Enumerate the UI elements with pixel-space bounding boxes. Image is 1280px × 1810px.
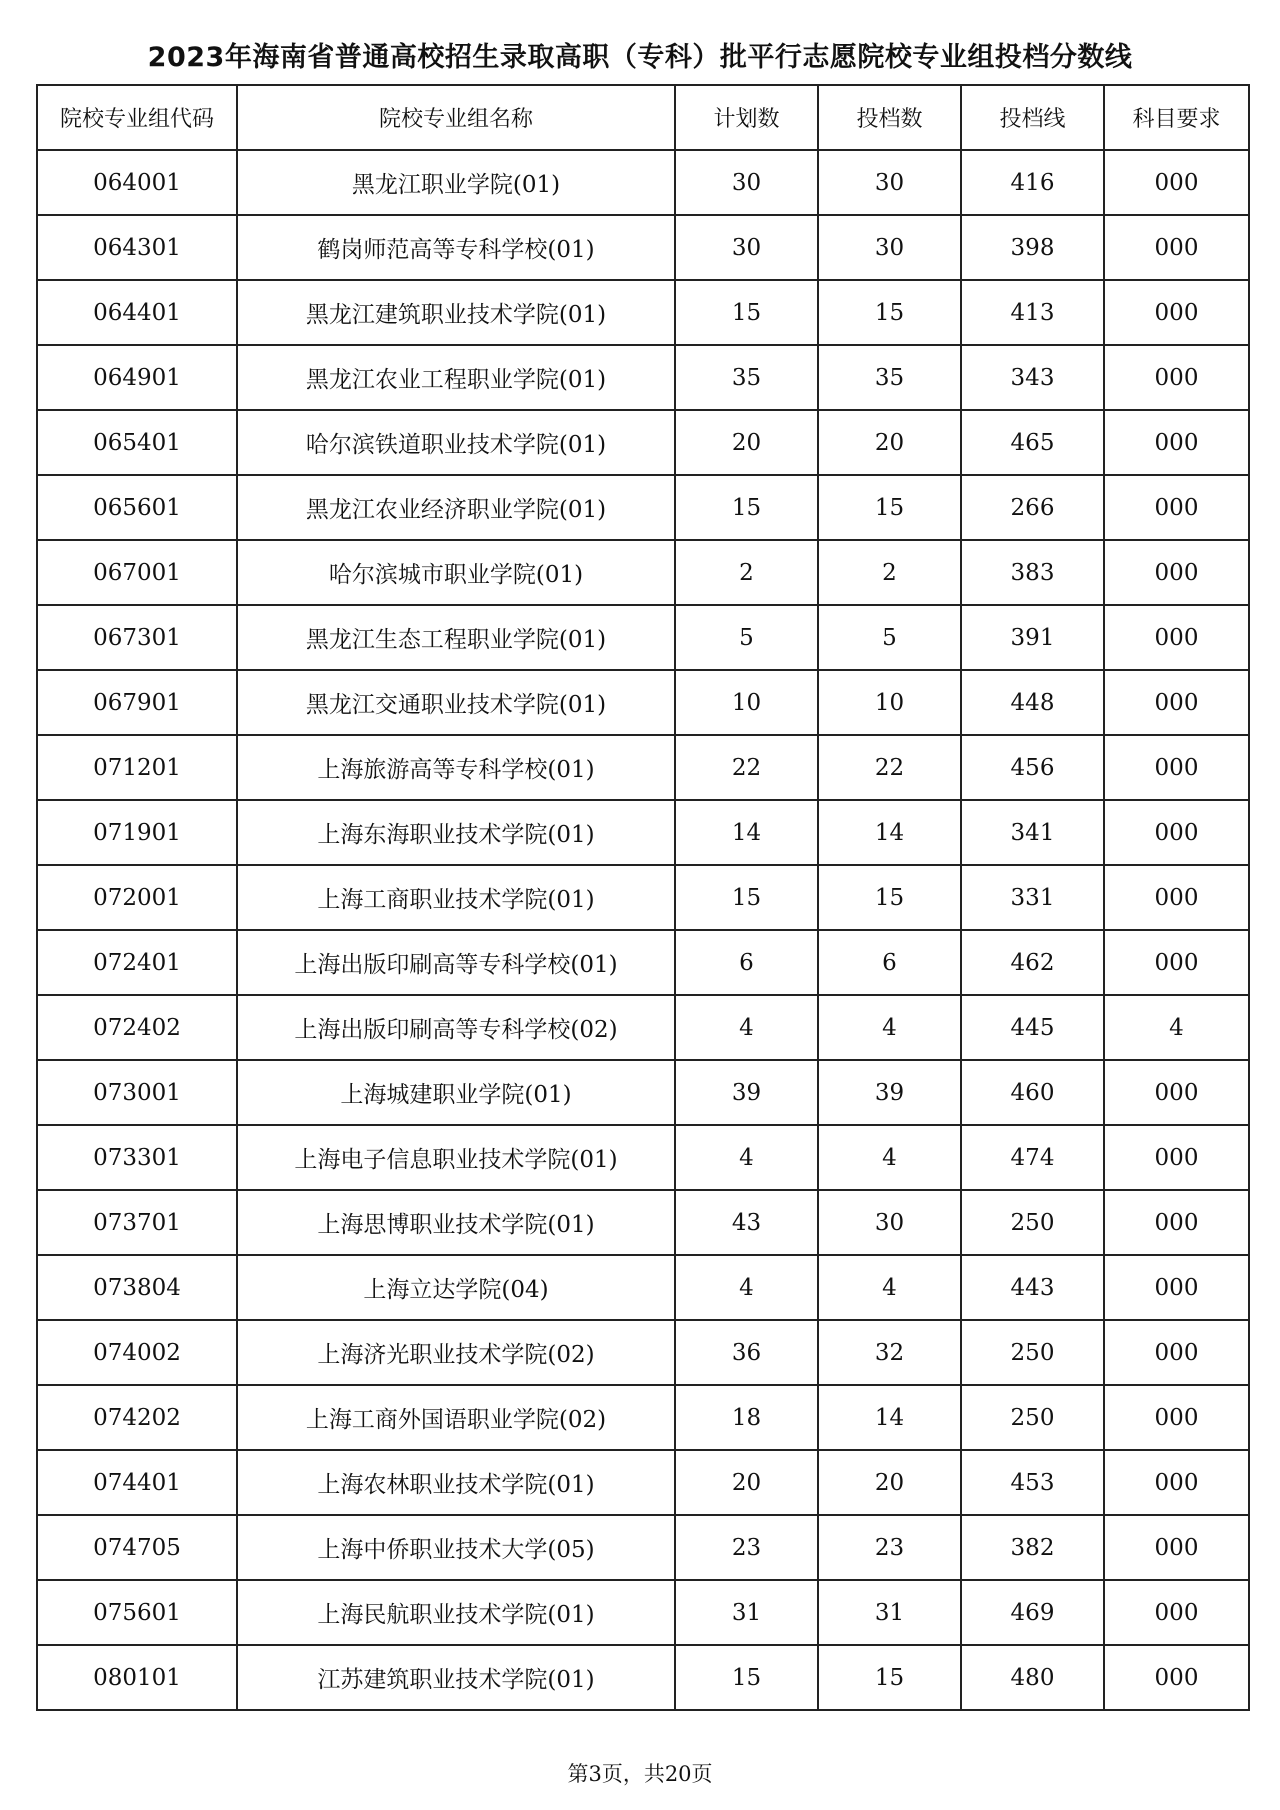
subject-requirement-cell: 000 — [1104, 930, 1249, 995]
table-row — [37, 930, 1249, 995]
group-name-cell: 黑龙江农业经济职业学院(01) — [237, 475, 675, 540]
admitted-count-cell: 4 — [818, 995, 961, 1060]
group-name-cell: 上海出版印刷高等专科学校(01) — [237, 930, 675, 995]
subject-requirement-cell: 000 — [1104, 475, 1249, 540]
admitted-count-cell: 32 — [818, 1320, 961, 1385]
table-row — [37, 800, 1249, 865]
plan-count-cell: 36 — [675, 1320, 818, 1385]
admitted-count-cell: 15 — [818, 1645, 961, 1710]
subject-requirement-cell: 000 — [1104, 540, 1249, 605]
subject-requirement-cell: 4 — [1104, 995, 1249, 1060]
cutoff-score-cell: 398 — [961, 215, 1104, 280]
plan-count-cell: 18 — [675, 1385, 818, 1450]
group-name-cell: 上海电子信息职业技术学院(01) — [237, 1125, 675, 1190]
subject-requirement-cell: 000 — [1104, 150, 1249, 215]
group-code-header: 院校专业组代码 — [37, 85, 237, 150]
plan-count-cell: 30 — [675, 215, 818, 280]
plan-count-cell: 20 — [675, 1450, 818, 1515]
group-name-cell: 哈尔滨城市职业学院(01) — [237, 540, 675, 605]
group-code-cell: 065401 — [37, 410, 237, 475]
group-name-cell: 上海出版印刷高等专科学校(02) — [237, 995, 675, 1060]
admitted-count-cell: 4 — [818, 1125, 961, 1190]
cutoff-score-cell: 456 — [961, 735, 1104, 800]
table-row — [37, 735, 1249, 800]
plan-count-cell: 39 — [675, 1060, 818, 1125]
cutoff-score-cell: 343 — [961, 345, 1104, 410]
admitted-count-cell: 22 — [818, 735, 961, 800]
table-row — [37, 1580, 1249, 1645]
group-code-cell: 065601 — [37, 475, 237, 540]
subject-requirement-cell: 000 — [1104, 345, 1249, 410]
table-row — [37, 280, 1249, 345]
cutoff-score-cell: 250 — [961, 1385, 1104, 1450]
cutoff-score-cell: 383 — [961, 540, 1104, 605]
admitted-count-cell: 23 — [818, 1515, 961, 1580]
group-name-cell: 黑龙江生态工程职业学院(01) — [237, 605, 675, 670]
table-row — [37, 1190, 1249, 1255]
plan-count-cell: 35 — [675, 345, 818, 410]
group-name-cell: 上海旅游高等专科学校(01) — [237, 735, 675, 800]
group-code-cell: 071201 — [37, 735, 237, 800]
admission-score-table — [36, 84, 1250, 1711]
cutoff-score-cell: 462 — [961, 930, 1104, 995]
group-code-cell: 064001 — [37, 150, 237, 215]
plan-count-cell: 20 — [675, 410, 818, 475]
group-code-cell: 075601 — [37, 1580, 237, 1645]
cutoff-score-cell: 443 — [961, 1255, 1104, 1320]
subject-requirement-header: 科目要求 — [1104, 85, 1249, 150]
subject-requirement-cell: 000 — [1104, 670, 1249, 735]
group-code-cell: 072001 — [37, 865, 237, 930]
admitted-count-cell: 35 — [818, 345, 961, 410]
group-code-cell: 072402 — [37, 995, 237, 1060]
table-header-row — [37, 85, 1249, 150]
page-title: 2023年海南省普通高校招生录取高职（专科）批平行志愿院校专业组投档分数线 — [147, 42, 1133, 73]
plan-count-cell: 15 — [675, 1645, 818, 1710]
admitted-count-cell: 30 — [818, 150, 961, 215]
admitted-count-cell: 14 — [818, 800, 961, 865]
plan-count-cell: 4 — [675, 995, 818, 1060]
admitted-count-cell: 15 — [818, 280, 961, 345]
admitted-count-cell: 6 — [818, 930, 961, 995]
subject-requirement-cell: 000 — [1104, 865, 1249, 930]
subject-requirement-cell: 000 — [1104, 800, 1249, 865]
plan-count-cell: 2 — [675, 540, 818, 605]
cutoff-score-cell: 331 — [961, 865, 1104, 930]
page-number: 第3页，共20页 — [567, 1762, 713, 1786]
table-row — [37, 150, 1249, 215]
table-row — [37, 1450, 1249, 1515]
plan-count-cell: 4 — [675, 1255, 818, 1320]
group-code-cell: 067301 — [37, 605, 237, 670]
admitted-count-cell: 30 — [818, 1190, 961, 1255]
table-row — [37, 1645, 1249, 1710]
cutoff-score-cell: 341 — [961, 800, 1104, 865]
plan-count-cell: 15 — [675, 865, 818, 930]
group-code-cell: 073001 — [37, 1060, 237, 1125]
cutoff-score-cell: 465 — [961, 410, 1104, 475]
group-name-cell: 上海民航职业技术学院(01) — [237, 1580, 675, 1645]
plan-count-cell: 30 — [675, 150, 818, 215]
subject-requirement-cell: 000 — [1104, 1645, 1249, 1710]
group-code-cell: 074202 — [37, 1385, 237, 1450]
subject-requirement-cell: 000 — [1104, 1190, 1249, 1255]
group-name-cell: 上海立达学院(04) — [237, 1255, 675, 1320]
subject-requirement-cell: 000 — [1104, 1385, 1249, 1450]
group-name-cell: 江苏建筑职业技术学院(01) — [237, 1645, 675, 1710]
group-name-cell: 上海东海职业技术学院(01) — [237, 800, 675, 865]
group-code-cell: 080101 — [37, 1645, 237, 1710]
cutoff-score-cell: 460 — [961, 1060, 1104, 1125]
admitted-count-cell: 5 — [818, 605, 961, 670]
group-name-cell: 黑龙江职业学院(01) — [237, 150, 675, 215]
table-row — [37, 605, 1249, 670]
cutoff-score-cell: 474 — [961, 1125, 1104, 1190]
table-row — [37, 995, 1249, 1060]
table-row — [37, 1515, 1249, 1580]
plan-count-cell: 31 — [675, 1580, 818, 1645]
subject-requirement-cell: 000 — [1104, 1515, 1249, 1580]
plan-count-cell: 14 — [675, 800, 818, 865]
group-code-cell: 073301 — [37, 1125, 237, 1190]
plan-count-cell: 6 — [675, 930, 818, 995]
group-code-cell: 072401 — [37, 930, 237, 995]
table-row — [37, 215, 1249, 280]
subject-requirement-cell: 000 — [1104, 410, 1249, 475]
subject-requirement-cell: 000 — [1104, 280, 1249, 345]
group-name-cell: 上海工商外国语职业学院(02) — [237, 1385, 675, 1450]
plan-count-cell: 23 — [675, 1515, 818, 1580]
plan-count-cell: 43 — [675, 1190, 818, 1255]
admitted-count-cell: 2 — [818, 540, 961, 605]
cutoff-score-cell: 453 — [961, 1450, 1104, 1515]
admitted-count-cell: 39 — [818, 1060, 961, 1125]
cutoff-score-cell: 469 — [961, 1580, 1104, 1645]
plan-count-cell: 15 — [675, 475, 818, 540]
plan-count-header: 计划数 — [675, 85, 818, 150]
table-row — [37, 345, 1249, 410]
table-row — [37, 1125, 1249, 1190]
table-row — [37, 1255, 1249, 1320]
admitted-count-cell: 15 — [818, 475, 961, 540]
subject-requirement-cell: 000 — [1104, 215, 1249, 280]
subject-requirement-cell: 000 — [1104, 1580, 1249, 1645]
plan-count-cell: 10 — [675, 670, 818, 735]
subject-requirement-cell: 000 — [1104, 1125, 1249, 1190]
group-code-cell: 073701 — [37, 1190, 237, 1255]
table-row — [37, 1385, 1249, 1450]
group-code-cell: 064901 — [37, 345, 237, 410]
subject-requirement-cell: 000 — [1104, 1320, 1249, 1385]
group-name-cell: 鹤岗师范高等专科学校(01) — [237, 215, 675, 280]
group-name-header: 院校专业组名称 — [237, 85, 675, 150]
group-code-cell: 074705 — [37, 1515, 237, 1580]
admitted-count-cell: 20 — [818, 1450, 961, 1515]
group-name-cell: 上海济光职业技术学院(02) — [237, 1320, 675, 1385]
group-name-cell: 上海中侨职业技术大学(05) — [237, 1515, 675, 1580]
table-row — [37, 1320, 1249, 1385]
cutoff-score-cell: 250 — [961, 1320, 1104, 1385]
cutoff-score-cell: 413 — [961, 280, 1104, 345]
table-row — [37, 410, 1249, 475]
admitted-count-cell: 15 — [818, 865, 961, 930]
group-name-cell: 上海农林职业技术学院(01) — [237, 1450, 675, 1515]
cutoff-score-cell: 416 — [961, 150, 1104, 215]
admitted-count-header: 投档数 — [818, 85, 961, 150]
table-row — [37, 540, 1249, 605]
group-name-cell: 黑龙江农业工程职业学院(01) — [237, 345, 675, 410]
group-name-cell: 黑龙江交通职业技术学院(01) — [237, 670, 675, 735]
cutoff-score-header: 投档线 — [961, 85, 1104, 150]
group-code-cell: 064301 — [37, 215, 237, 280]
subject-requirement-cell: 000 — [1104, 1450, 1249, 1515]
table-row — [37, 670, 1249, 735]
cutoff-score-cell: 480 — [961, 1645, 1104, 1710]
group-name-cell: 上海思博职业技术学院(01) — [237, 1190, 675, 1255]
admitted-count-cell: 30 — [818, 215, 961, 280]
plan-count-cell: 15 — [675, 280, 818, 345]
subject-requirement-cell: 000 — [1104, 735, 1249, 800]
admitted-count-cell: 4 — [818, 1255, 961, 1320]
table-row — [37, 1060, 1249, 1125]
cutoff-score-cell: 391 — [961, 605, 1104, 670]
group-code-cell: 067001 — [37, 540, 237, 605]
group-code-cell: 071901 — [37, 800, 237, 865]
subject-requirement-cell: 000 — [1104, 605, 1249, 670]
table-row — [37, 475, 1249, 540]
plan-count-cell: 4 — [675, 1125, 818, 1190]
subject-requirement-cell: 000 — [1104, 1060, 1249, 1125]
cutoff-score-cell: 266 — [961, 475, 1104, 540]
group-code-cell: 074401 — [37, 1450, 237, 1515]
admitted-count-cell: 14 — [818, 1385, 961, 1450]
admitted-count-cell: 20 — [818, 410, 961, 475]
plan-count-cell: 22 — [675, 735, 818, 800]
cutoff-score-cell: 382 — [961, 1515, 1104, 1580]
admitted-count-cell: 10 — [818, 670, 961, 735]
group-code-cell: 064401 — [37, 280, 237, 345]
group-code-cell: 074002 — [37, 1320, 237, 1385]
group-code-cell: 067901 — [37, 670, 237, 735]
group-name-cell: 黑龙江建筑职业技术学院(01) — [237, 280, 675, 345]
table-row — [37, 865, 1249, 930]
group-code-cell: 073804 — [37, 1255, 237, 1320]
cutoff-score-cell: 448 — [961, 670, 1104, 735]
group-name-cell: 上海工商职业技术学院(01) — [237, 865, 675, 930]
cutoff-score-cell: 445 — [961, 995, 1104, 1060]
plan-count-cell: 5 — [675, 605, 818, 670]
subject-requirement-cell: 000 — [1104, 1255, 1249, 1320]
cutoff-score-cell: 250 — [961, 1190, 1104, 1255]
admitted-count-cell: 31 — [818, 1580, 961, 1645]
group-name-cell: 上海城建职业学院(01) — [237, 1060, 675, 1125]
group-name-cell: 哈尔滨铁道职业技术学院(01) — [237, 410, 675, 475]
